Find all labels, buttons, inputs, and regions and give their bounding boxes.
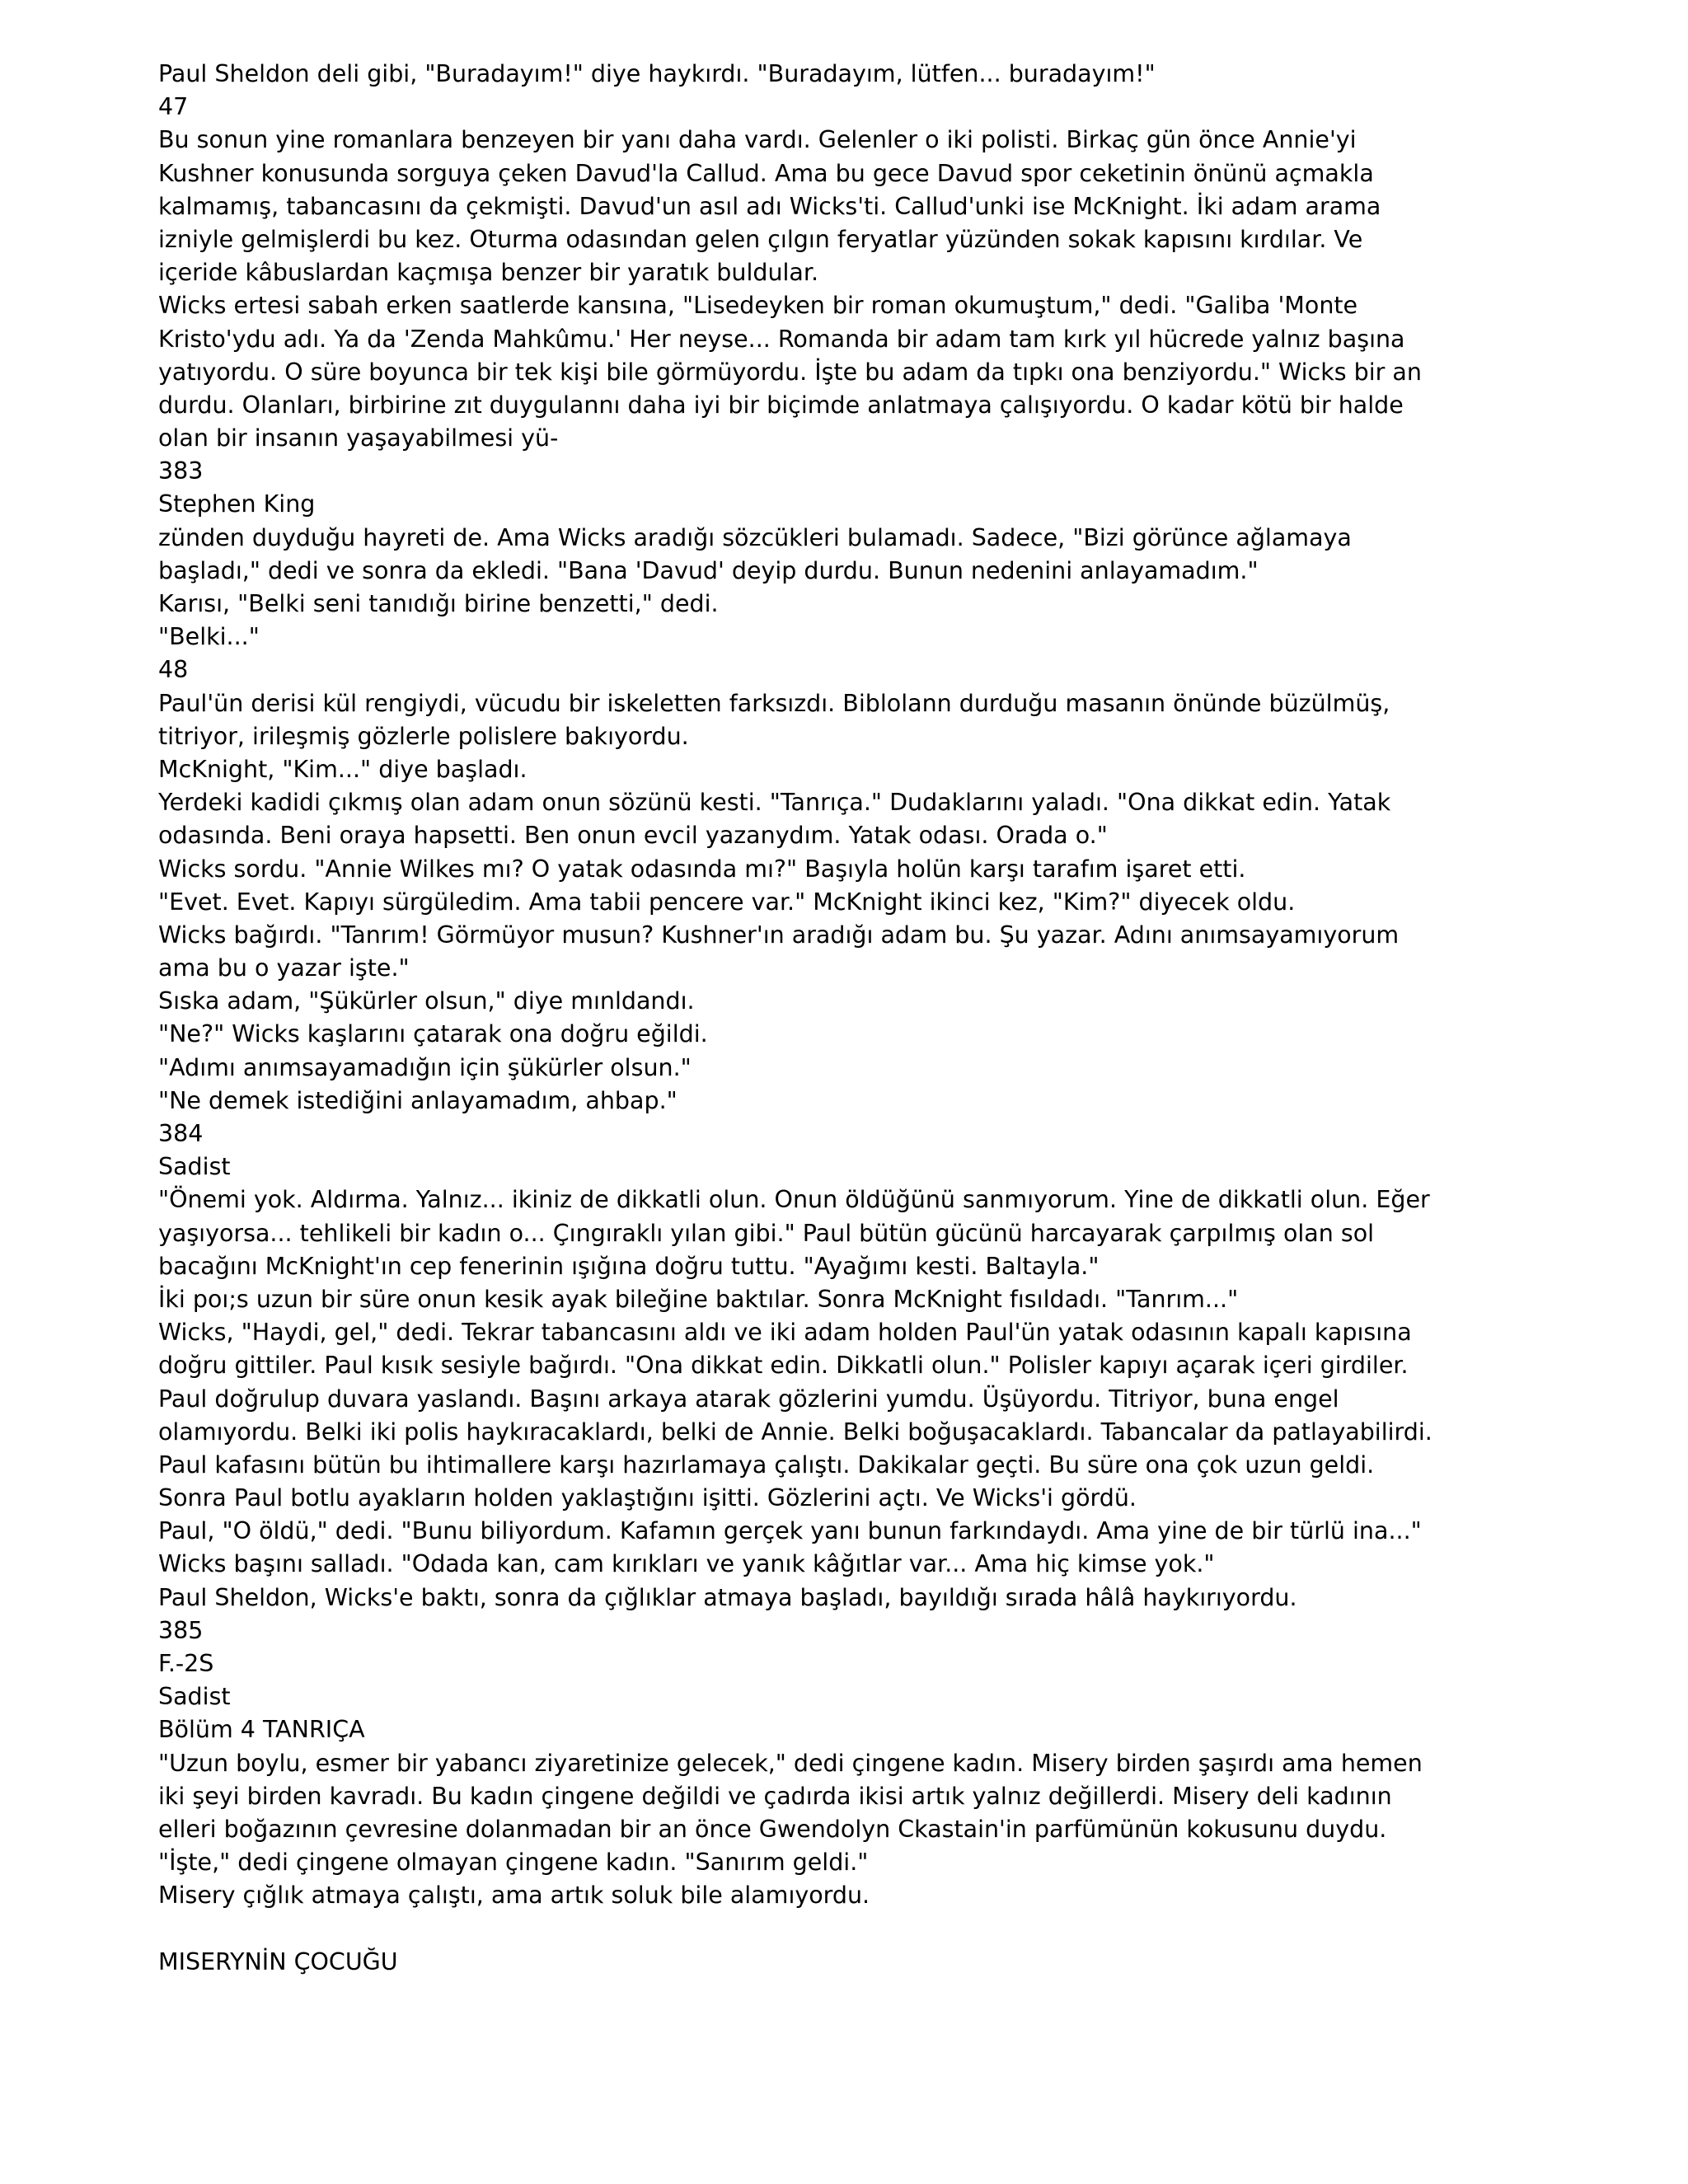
text-line: "Belki..." [158, 623, 260, 651]
text-line: iki şeyi birden kavradı. Bu kadın çingene değildi ve çadırda ikisi artık yalnız değillerdi. Misery deli kadının [158, 1782, 1392, 1810]
text-line: 384 [158, 1120, 204, 1147]
text-line: MISERYNİN ÇOCUĞU [158, 1947, 398, 1975]
text-line: elleri boğazının çevresine dolanmadan bir an önce Gwendolyn Ckastain'in parfümünün kokusunu duydu. [158, 1815, 1387, 1843]
blank-line [158, 1913, 1526, 1946]
text-line: Bölüm 4 TANRIÇA [158, 1716, 365, 1744]
text-line: Paul doğrulup duvara yaslandı. Başını arkaya atarak gözlerini yumdu. Üşüyordu. Titriyor, buna engel [158, 1385, 1339, 1413]
text-line: "Evet. Evet. Kapıyı sürgüledim. Ama tabii pencere var." McKnight ikinci kez, "Kim?" diyecek oldu. [158, 888, 1296, 916]
text-line: Paul Sheldon deli gibi, "Buradayım!" diye haykırdı. "Buradayım, lütfen... buradayım!" [158, 60, 1156, 87]
text-line: Sonra Paul botlu ayakların holden yaklaştığını işitti. Gözlerini açtı. Ve Wicks'i gördü. [158, 1484, 1137, 1512]
text-line: yaşıyorsa... tehlikeli bir kadın o... Çıngıraklı yılan gibi." Paul bütün gücünü harcayarak çarpılmış olan sol [158, 1219, 1375, 1247]
text-line: titriyor, irileşmiş gözlerle polislere bakıyordu. [158, 722, 689, 750]
text-line: Kushner konusunda sorguya çeken Davud'la Callud. Ama bu gece Davud spor ceketinin önünü açmakla [158, 159, 1374, 187]
text-line: Wicks ertesi sabah erken saatlerde kansına, "Lisedeyken bir roman okumuştum," dedi. "Galiba 'Monte [158, 292, 1358, 320]
text-line: Paul Sheldon, Wicks'e baktı, sonra da çığlıklar atmaya başladı, bayıldığı sırada hâlâ haykırıyordu. [158, 1583, 1297, 1611]
text-line: 47 [158, 93, 189, 121]
text-line: "İşte," dedi çingene olmayan çingene kadın. "Sanırım geldi." [158, 1849, 869, 1877]
text-line: durdu. Olanları, birbirine zıt duygulannı daha iyi bir biçimde anlatmaya çalışıyordu. O kadar kötü bir halde [158, 391, 1404, 419]
text-line: izniyle gelmişlerdi bu kez. Oturma odasından gelen çılgın feryatlar yüzünden sokak kapısını kırdılar. Ve [158, 225, 1363, 253]
text-line: ama bu o yazar işte." [158, 954, 410, 982]
text-line: Bu sonun yine romanlara benzeyen bir yanı daha vardı. Gelenler o iki polisti. Birkaç gün önce Annie'yi [158, 126, 1357, 154]
text-line: Paul, "O öldü," dedi. "Bunu biliyordum. Kafamın gerçek yanı bunun farkındaydı. Ama yine de bir türlü ina..." [158, 1517, 1422, 1545]
text-line: "Ne demek istediğini anlayamadım, ahbap." [158, 1086, 678, 1114]
text-line: Wicks sordu. "Annie Wilkes mı? O yatak odasında mı?" Başıyla holün karşı tarafım işaret etti. [158, 855, 1246, 883]
text-line: Paul kafasını bütün bu ihtimallere karşı hazırlamaya çalıştı. Dakikalar geçti. Bu süre ona çok uzun geldi. [158, 1451, 1375, 1479]
text-line: Stephen King [158, 490, 316, 518]
text-line: Sadist [158, 1153, 231, 1181]
text-line: başladı," dedi ve sonra da ekledi. "Bana 'Davud' deyip durdu. Bunun nedenini anlayamadım." [158, 556, 1259, 584]
text-line: McKnight, "Kim..." diye başladı. [158, 755, 528, 783]
text-line: F.-2S [158, 1650, 214, 1677]
text-line: kalmamış, tabancasını da çekmişti. Davud'un asıl adı Wicks'ti. Callud'unki ise McKnight. İki adam arama [158, 192, 1381, 220]
text-line: 48 [158, 656, 189, 684]
text-line: Paul'ün derisi kül rengiydi, vücudu bir iskeletten farksızdı. Biblolann durduğu masanın önünde büzülmüş, [158, 689, 1390, 717]
text-line: Karısı, "Belki seni tanıdığı birine benzetti," dedi. [158, 590, 719, 617]
text-line: "Ne?" Wicks kaşlarını çatarak ona doğru eğildi. [158, 1020, 708, 1048]
text-line: yatıyordu. O süre boyunca bir tek kişi bile görmüyordu. İşte bu adam da tıpkı ona benziyordu." Wicks bir an [158, 358, 1422, 386]
text-line: Misery çığlık atmaya çalıştı, ama artık soluk bile alamıyordu. [158, 1882, 870, 1910]
text-line: Wicks bağırdı. "Tanrım! Görmüyor musun? Kushner'ın aradığı adam bu. Şu yazar. Adını anımsayamıyorum [158, 921, 1400, 949]
text-line: odasında. Beni oraya hapsetti. Ben onun evcil yazanydım. Yatak odası. Orada o." [158, 822, 1108, 850]
text-line: "Adımı anımsayamadığın için şükürler olsun." [158, 1053, 692, 1081]
text-line: bacağını McKnight'ın cep fenerinin ışığına doğru tuttu. "Ayağımı kesti. Baltayla." [158, 1252, 1100, 1280]
text-line: olamıyordu. Belki iki polis haykıracaklardı, belki de Annie. Belki boğuşacaklardı. Tabancalar da patlayabilirdi. [158, 1418, 1432, 1446]
text-line: Sadist [158, 1683, 231, 1711]
text-line: "Uzun boylu, esmer bir yabancı ziyaretinize gelecek," dedi çingene kadın. Misery birden şaşırdı ama hemen [158, 1749, 1423, 1777]
text-line: Yerdeki kadidi çıkmış olan adam onun sözünü kesti. "Tanrıça." Dudaklarını yaladı. "Ona dikkat edin. Yatak [158, 789, 1391, 817]
document-text [158, 58, 1526, 1979]
text-line: 385 [158, 1616, 204, 1644]
text-line: Kristo'ydu adı. Ya da 'Zenda Mahkûmu.' Her neyse... Romanda bir adam tam kırk yıl hücrede yalnız başına [158, 325, 1405, 353]
text-line: içeride kâbuslardan kaçmışa benzer bir yaratık buldular. [158, 259, 819, 287]
text-line: Sıska adam, "Şükürler olsun," diye mınldandı. [158, 987, 695, 1015]
text-line: "Önemi yok. Aldırma. Yalnız... ikiniz de dikkatli olun. Onun öldüğünü sanmıyorum. Yine de dikkatli olun. Eğer [158, 1186, 1430, 1214]
text-line: doğru gittiler. Paul kısık sesiyle bağırdı. "Ona dikkat edin. Dikkatli olun." Polisler kapıyı açarak içeri girdiler. [158, 1352, 1409, 1380]
text-line: İki poı;s uzun bir süre onun kesik ayak bileğine baktılar. Sonra McKnight fısıldadı. "Tanrım..." [158, 1285, 1239, 1313]
text-line: olan bir insanın yaşayabilmesi yü- [158, 424, 559, 452]
text-line: 383 [158, 457, 204, 485]
text-line: zünden duyduğu hayreti de. Ama Wicks aradığı sözcükleri bulamadı. Sadece, "Bizi görünce ağlamaya [158, 523, 1352, 551]
text-line: Wicks, "Haydi, gel," dedi. Tekrar tabancasını aldı ve iki adam holden Paul'ün yatak odasının kapalı kapısına [158, 1319, 1412, 1347]
text-line: Wicks başını salladı. "Odada kan, cam kırıkları ve yanık kâğıtlar var... Ama hiç kimse yok." [158, 1550, 1215, 1578]
